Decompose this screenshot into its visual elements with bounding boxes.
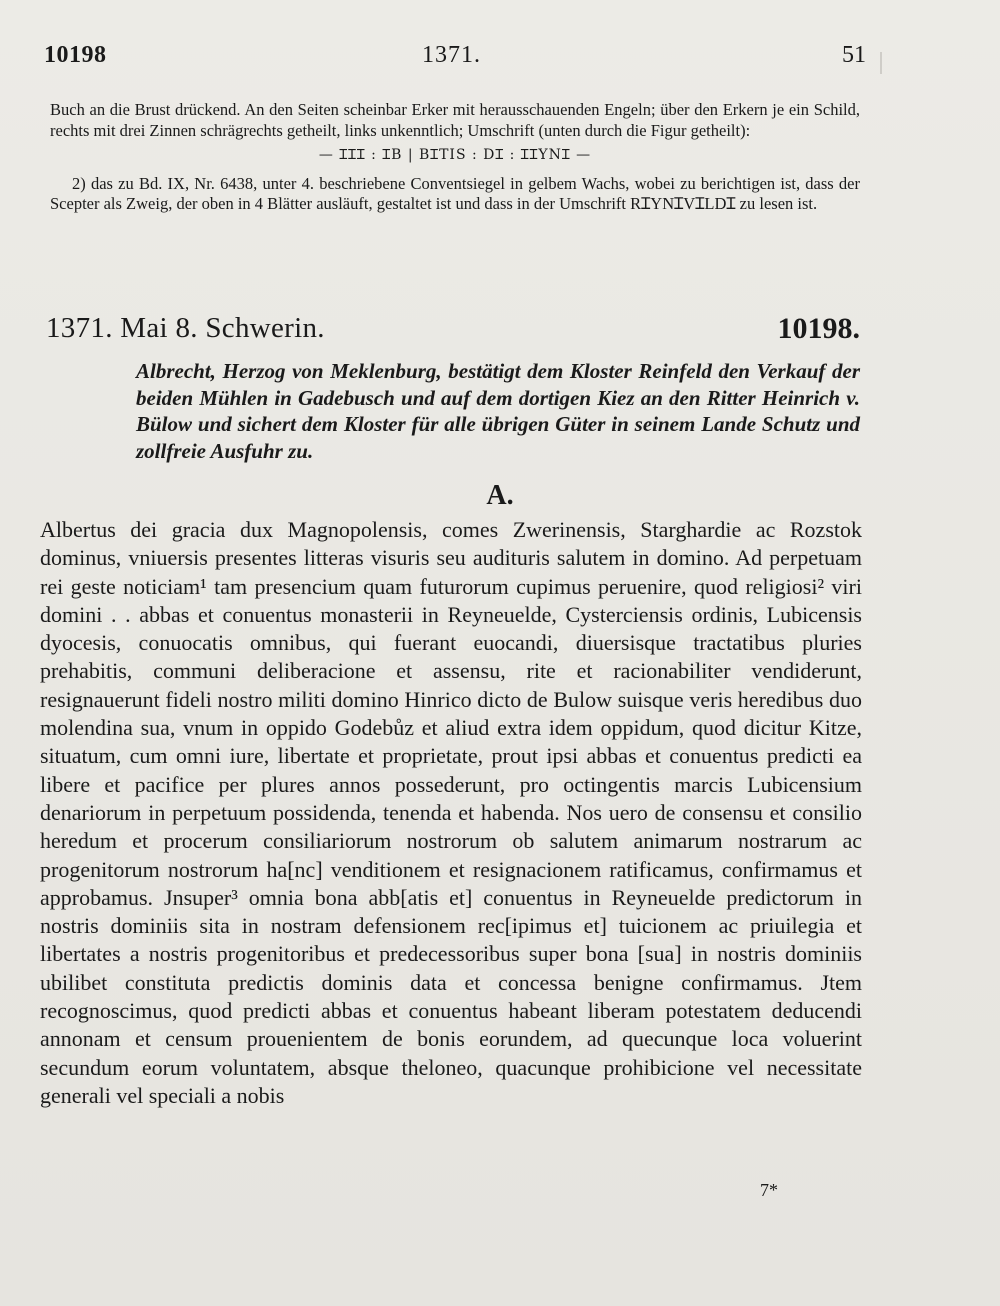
seal-description: Buch an die Brust drückend. An den Seiten scheinbar Erker mit herausschauenden Engeln; über den Erkern je ein Schild, rechts mit drei Zinnen schrägrechts getheilt, links unkenntlich; Umschrift (unten durch die Figur getheilt): xyxy=(50,100,860,140)
page-edge-mark xyxy=(880,52,882,74)
seal-inscription: — ꞮꞮꞮ : ꞮB | BꞮTIS : DꞮ : ꞮꞮYNꞮ — xyxy=(318,147,592,163)
page-header xyxy=(44,42,866,76)
header-document-number: 10198 xyxy=(44,42,107,68)
header-page-number: 51 xyxy=(842,42,866,68)
seal-notes xyxy=(50,100,860,215)
document-date-place: 1371. Mai 8. Schwerin. xyxy=(46,312,325,344)
header-year: 1371. xyxy=(422,42,481,68)
regest-text: Albrecht, Herzog von Meklenburg, bestätigt dem Kloster Reinfeld den Verkauf der beiden Mühlen in Gadebusch und auf dem dortigen Kiez an den Ritter Heinrich v. Bülow und sichert dem Kloster für alle übrigen Güter in seinem Lande Schutz und zollfreie Ausfuhr zu. xyxy=(136,359,860,463)
convent-seal-note: 2) das zu Bd. IX, Nr. 6438, unter 4. beschriebene Conventsiegel in gelbem Wachs, wobei zu berichtigen ist, dass der Scepter als Zweig, der oben in 4 Blätter ausläuft, gestaltet ist und dass in der Umschrift RꞮYNꞮVꞮLDꞮ zu lesen ist. xyxy=(50,173,860,213)
version-letter: A. xyxy=(486,480,514,511)
document-summary xyxy=(136,358,860,464)
charter-text xyxy=(40,516,862,1110)
document-heading xyxy=(46,312,860,354)
printer-signature: 7* xyxy=(760,1180,778,1200)
charter-paragraph: Albertus dei gracia dux Magnopolensis, comes Zwerinensis, Starghardie ac Rozstok dominus, vniuersis presentes litteras visuris seu audituris salutem in domino. Ad perpetuam rei geste noticiam¹ tam presencium quam futurorum cupimus peruenire, quod religiosi² viri domini . . abbas et conuentus monasterii in Reyneuelde, Cysterciensis ordinis, Lubicensis dyocesis, conuocatis omnibus, qui fuerant euocandi, diuersisque tractatibus pluries prehabitis, communi deliberacione et assensu, rite et racionabiliter vendiderunt, resignauerunt fideli nostro militi domino Hinrico dicto de Bulow suisque veris heredibus duo molendina sua, vnum in oppido Godebůz et aliud extra idem oppidum, quod dicitur Kitze, situatum, cum omni iure, libertate et proprietate, prout ipsi abbas et conuentus predicti ea libere et pacifice per plures annos possederunt, pro octingentis marcis Lubicensium denariorum in perpetuum possidenda, tenenda et habenda. Nos uero de consensu et consilio heredum et procerum consiliariorum nostrorum ob salutem animarum nostrarum ac progenitorum nostrorum ha[nc] venditionem et resignacionem ratificamus, confirmamus et approbamus. Jnsuper³ omnia bona abb[atis et] conuentus in Reyneuelde predictorum in nostris dominiis sita in nostram defensionem rec[ipimus et] tuicionem ac priuilegia et libertates a nostris progenitoribus et predecessoribus super bona [sua] in nostris dominiis ubilibet constituta predictis dominis data et concessa benigne confirmamus. Jtem recognoscimus, quod predicti abbas et conuentus habeant liberam potestatem deducendi annonam et censum prouenientem de bonis eorundem, ad quecunque loca voluerint secundum eorum voluntatem, absque theloneo, quacunque prohibicione vel necessitate generali vel speciali a nobis xyxy=(40,517,862,1108)
document-number: 10198. xyxy=(777,312,860,345)
